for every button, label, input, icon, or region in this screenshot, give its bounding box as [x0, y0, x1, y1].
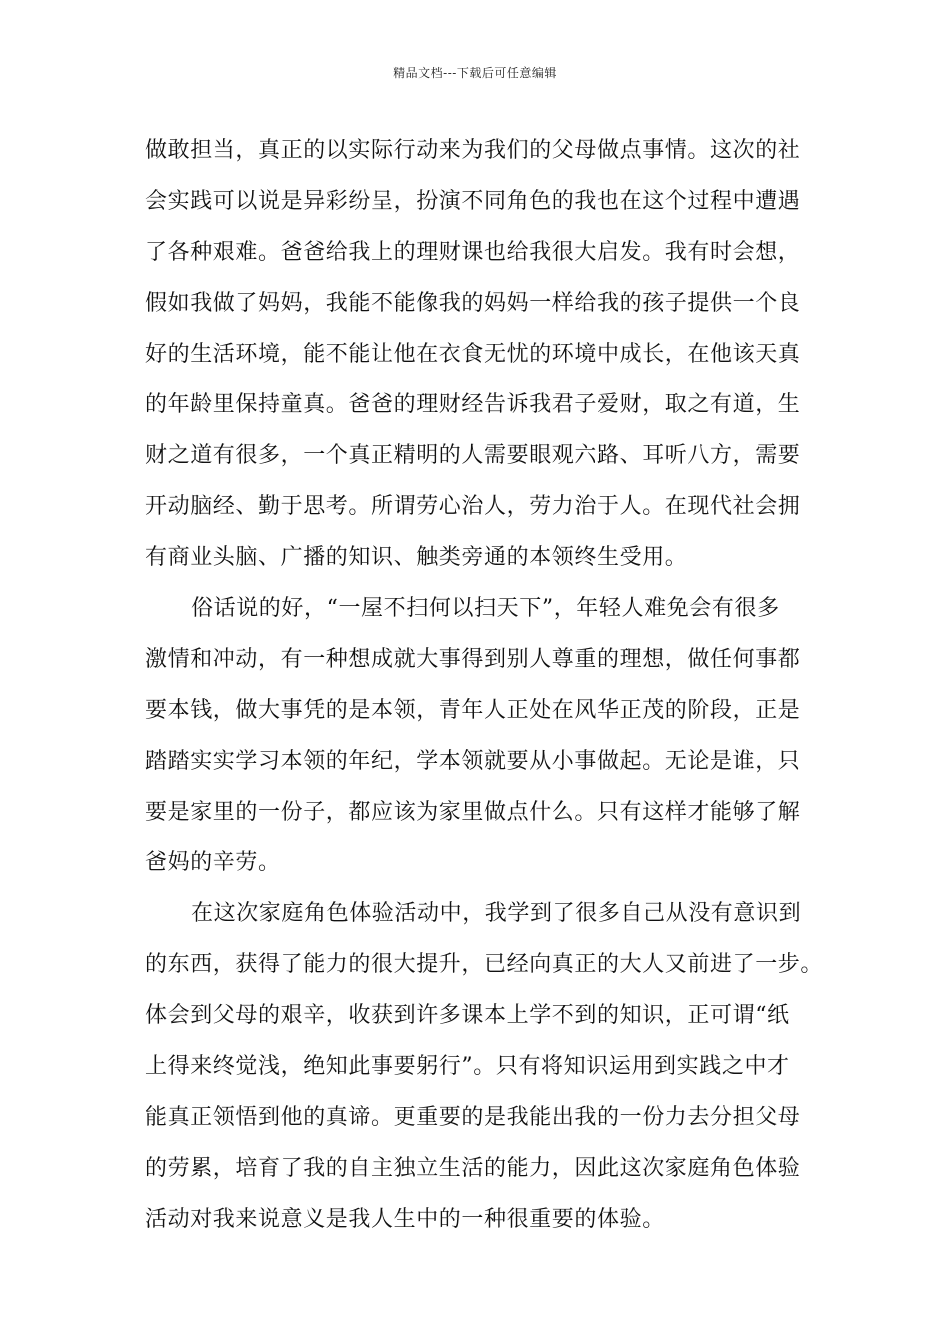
text-line: 俗话说的好，“一屋不扫何以扫天下”，年轻人难免会有很多 — [191, 596, 780, 622]
document-body — [145, 126, 824, 1246]
text-line: 能真正领悟到他的真谛。更重要的是我能出我的一份力去分担父母 — [145, 1104, 801, 1130]
text-line: 活动对我来说意义是我人生中的一种很重要的体验。 — [145, 1206, 665, 1232]
text-line: 了各种艰难。爸爸给我上的理财课也给我很大启发。我有时会想， — [145, 239, 801, 265]
text-line: 爸妈的辛劳。 — [145, 850, 281, 876]
text-line: 的年龄里保持童真。爸爸的理财经告诉我君子爱财，取之有道，生 — [145, 392, 801, 418]
text-line: 开动脑经、勤于思考。所谓劳心治人，劳力治于人。在现代社会拥 — [145, 494, 801, 520]
page-header: 精品文档---下载后可任意编辑 — [393, 66, 557, 80]
text-line: 踏踏实实学习本领的年纪，学本领就要从小事做起。无论是谁，只 — [145, 748, 801, 774]
text-line: 假如我做了妈妈，我能不能像我的妈妈一样给我的孩子提供一个良 — [145, 290, 801, 316]
paragraph — [145, 126, 815, 584]
text-line: 体会到父母的艰辛，收获到许多课本上学不到的知识，正可谓“纸 — [145, 1003, 790, 1029]
text-line: 激情和冲动，有一种想成就大事得到别人尊重的理想，做任何事都 — [145, 646, 801, 672]
text-line: 的东西，获得了能力的很大提升，已经向真正的大人又前进了一步。 — [145, 952, 824, 978]
paragraph — [145, 584, 815, 889]
text-line: 上得来终觉浅，绝知此事要躬行”。只有将知识运用到实践之中才 — [145, 1054, 790, 1080]
paragraph — [145, 889, 824, 1245]
text-line: 要本钱，做大事凭的是本领，青年人正处在风华正茂的阶段，正是 — [145, 697, 801, 723]
text-line: 在这次家庭角色体验活动中，我学到了很多自己从没有意识到 — [191, 901, 802, 927]
text-line: 要是家里的一份子，都应该为家里做点什么。只有这样才能够了解 — [145, 799, 801, 825]
text-line: 做敢担当，真正的以实际行动来为我们的父母做点事情。这次的社 — [145, 138, 801, 163]
text-line: 会实践可以说是异彩纷呈，扮演不同角色的我也在这个过程中遭遇 — [145, 188, 801, 214]
text-line: 有商业头脑、广播的知识、触类旁通的本领终生受用。 — [145, 545, 688, 571]
text-line: 的劳累，培育了我的自主独立生活的能力，因此这次家庭角色体验 — [145, 1155, 801, 1181]
text-line: 财之道有很多，一个真正精明的人需要眼观六路、耳听八方，需要 — [145, 443, 801, 469]
text-line: 好的生活环境，能不能让他在衣食无忧的环境中成长，在他该天真 — [145, 341, 801, 367]
